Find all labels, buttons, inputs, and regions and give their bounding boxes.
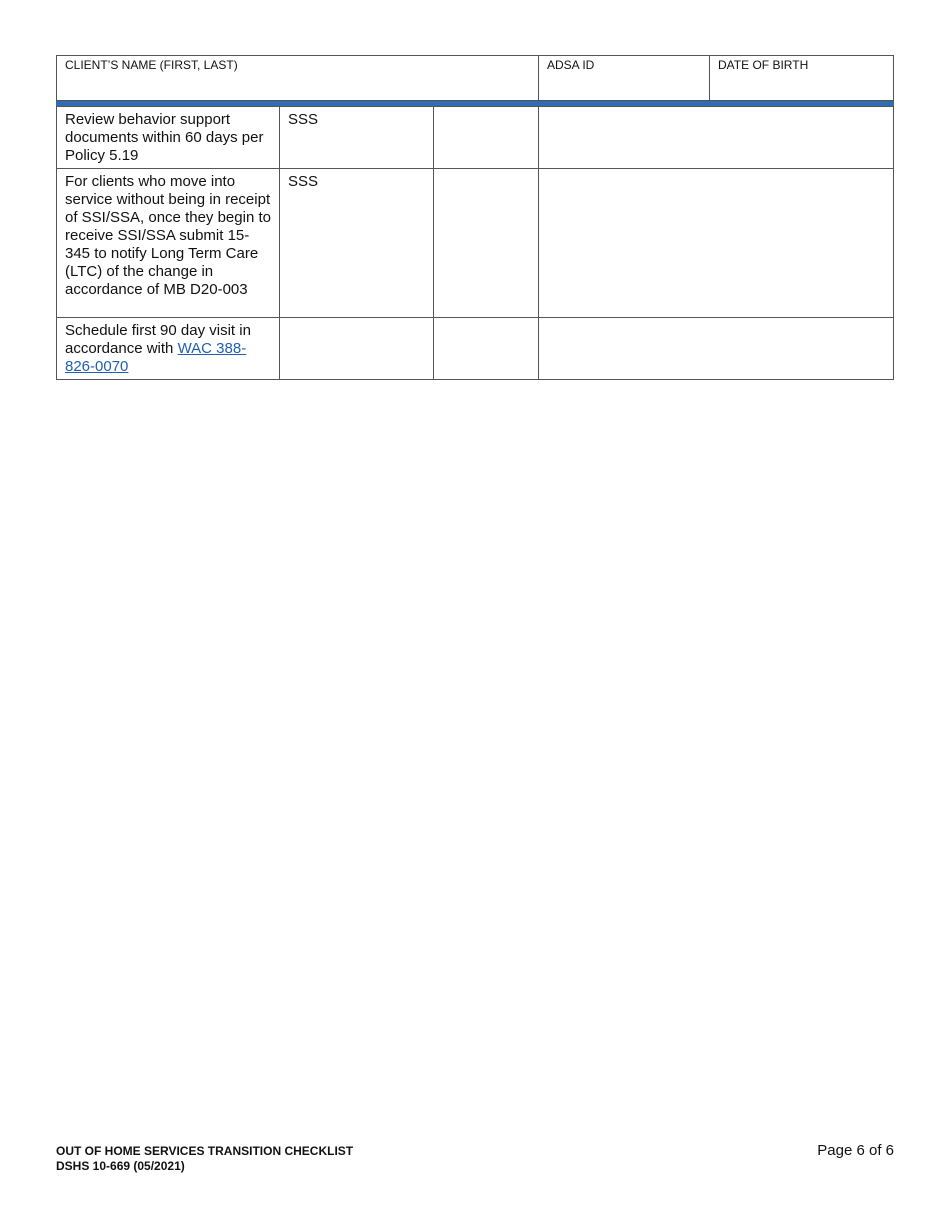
client-header [56,55,894,101]
wac-link[interactable]: WAC 388-826-0070 [65,340,247,375]
notes-cell[interactable] [539,107,894,169]
responsible-cell: SSS [280,169,434,318]
table-row [57,107,894,169]
adsa-id-field[interactable] [539,56,710,100]
responsible-cell [280,318,434,380]
table-row [57,169,894,318]
date-cell[interactable] [434,169,539,318]
page-number: Page 6 of 6 [817,1142,894,1159]
checklist-table [56,106,894,380]
form-number: DSHS 10-669 (05/2021) [56,1159,185,1173]
client-name-field[interactable] [57,56,539,100]
date-of-birth-label: DATE OF BIRTH [718,58,809,72]
date-cell[interactable] [434,107,539,169]
form-title: OUT OF HOME SERVICES TRANSITION CHECKLIST [56,1144,354,1158]
adsa-id-label: ADSA ID [547,58,595,72]
date-cell[interactable] [434,318,539,380]
responsible-cell: SSS [280,107,434,169]
task-cell [57,318,280,380]
notes-cell[interactable] [539,318,894,380]
client-name-label: CLIENT’S NAME (FIRST, LAST) [65,58,238,72]
task-text: Schedule first 90 day visit in accordance with [65,322,251,357]
notes-cell[interactable] [539,169,894,318]
footer-form-info [56,1144,353,1174]
table-row [57,318,894,380]
task-cell: Review behavior support documents within 60 days per Policy 5.19 [57,107,280,169]
task-cell: For clients who move into service without being in receipt of SSI/SSA, once they begin to receive SSI/SSA submit 15-345 to notify Long Term Care (LTC) of the change in accordance of MB D20-003 [57,169,280,318]
date-of-birth-field[interactable] [710,56,893,100]
